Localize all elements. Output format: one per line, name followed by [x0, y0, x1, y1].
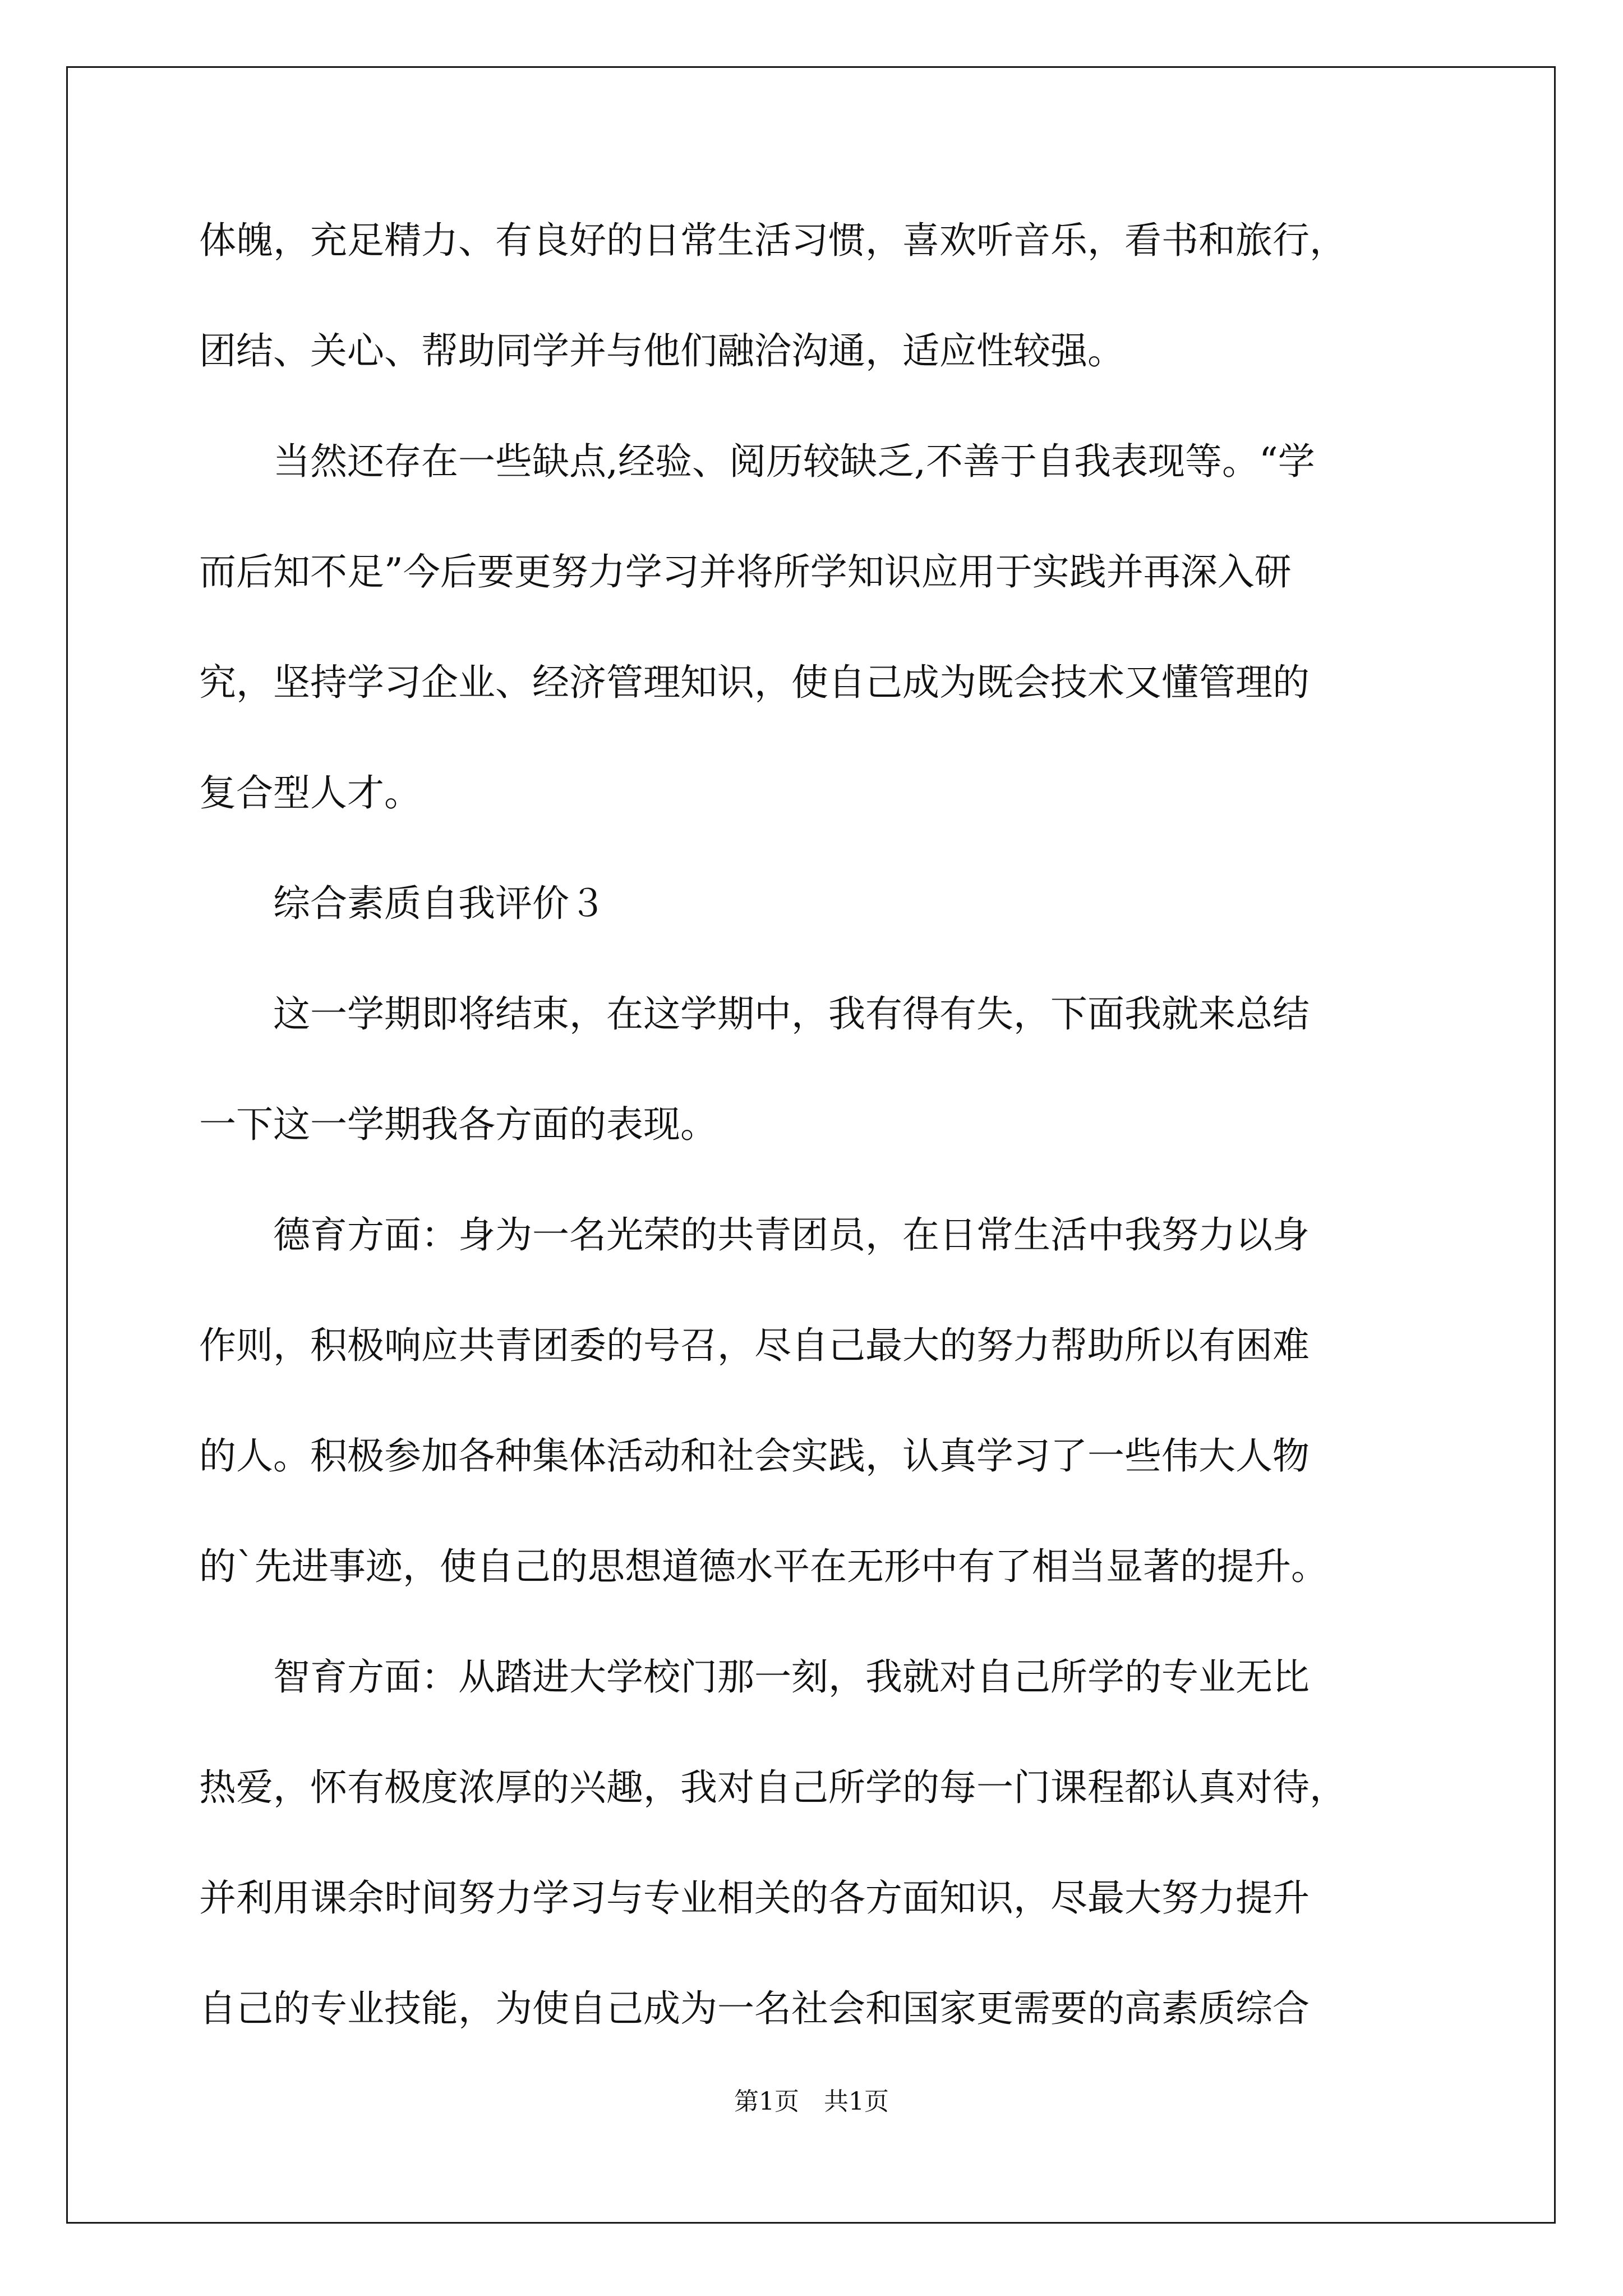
text-line: 的人。积极参加各种集体活动和社会实践，认真学习了一些伟大人物 — [199, 1434, 1310, 1478]
text-line: 团结、关心、帮助同学并与他们融洽沟通，适应性较强。 — [199, 329, 1124, 372]
text-line: 自己的专业技能，为使自己成为一名社会和国家更需要的高素质综合 — [199, 1987, 1310, 2030]
text-line: 复合型人才。 — [199, 771, 421, 815]
text-line: 一下这一学期我各方面的表现。 — [199, 1103, 717, 1146]
text-line: 热爱，怀有极度浓厚的兴趣，我对自己所学的每一门课程都认真对待， — [199, 1766, 1347, 1809]
page-number-footer: 第1页 共1页 — [734, 2087, 889, 2116]
text-line: 体魄，充足精力、有良好的日常生活习惯，喜欢听音乐，看书和旅行， — [199, 219, 1347, 262]
text-line: 究，坚持学习企业、经济管理知识，使自己成为既会技术又懂管理的 — [199, 661, 1310, 704]
text-line: 而后知不足”今后要更努力学习并将所学知识应用于实践并再深入研 — [199, 550, 1292, 593]
text-line: 这一学期即将结束，在这学期中，我有得有失，下面我就来总结 — [199, 992, 1310, 1036]
document-body — [199, 185, 1433, 2064]
text-line: 德育方面：身为一名光荣的共青团员，在日常生活中我努力以身 — [199, 1213, 1310, 1257]
text-line: 智育方面：从踏进大学校门那一刻，我就对自己所学的专业无比 — [199, 1655, 1310, 1699]
text-line: 当然还存在一些缺点,经验、阅历较缺乏,不善于自我表现等。“学 — [199, 440, 1315, 483]
section-heading: 综合素质自我评价３ — [199, 882, 606, 925]
text-line: 作则，积极响应共青团委的号召，尽自己最大的努力帮助所以有困难 — [199, 1324, 1310, 1367]
text-line: 的`先进事迹，使自己的思想道德水平在无形中有了相当显著的提升。 — [199, 1545, 1328, 1588]
text-line: 并利用课余时间努力学习与专业相关的各方面知识，尽最大努力提升 — [199, 1876, 1310, 1920]
